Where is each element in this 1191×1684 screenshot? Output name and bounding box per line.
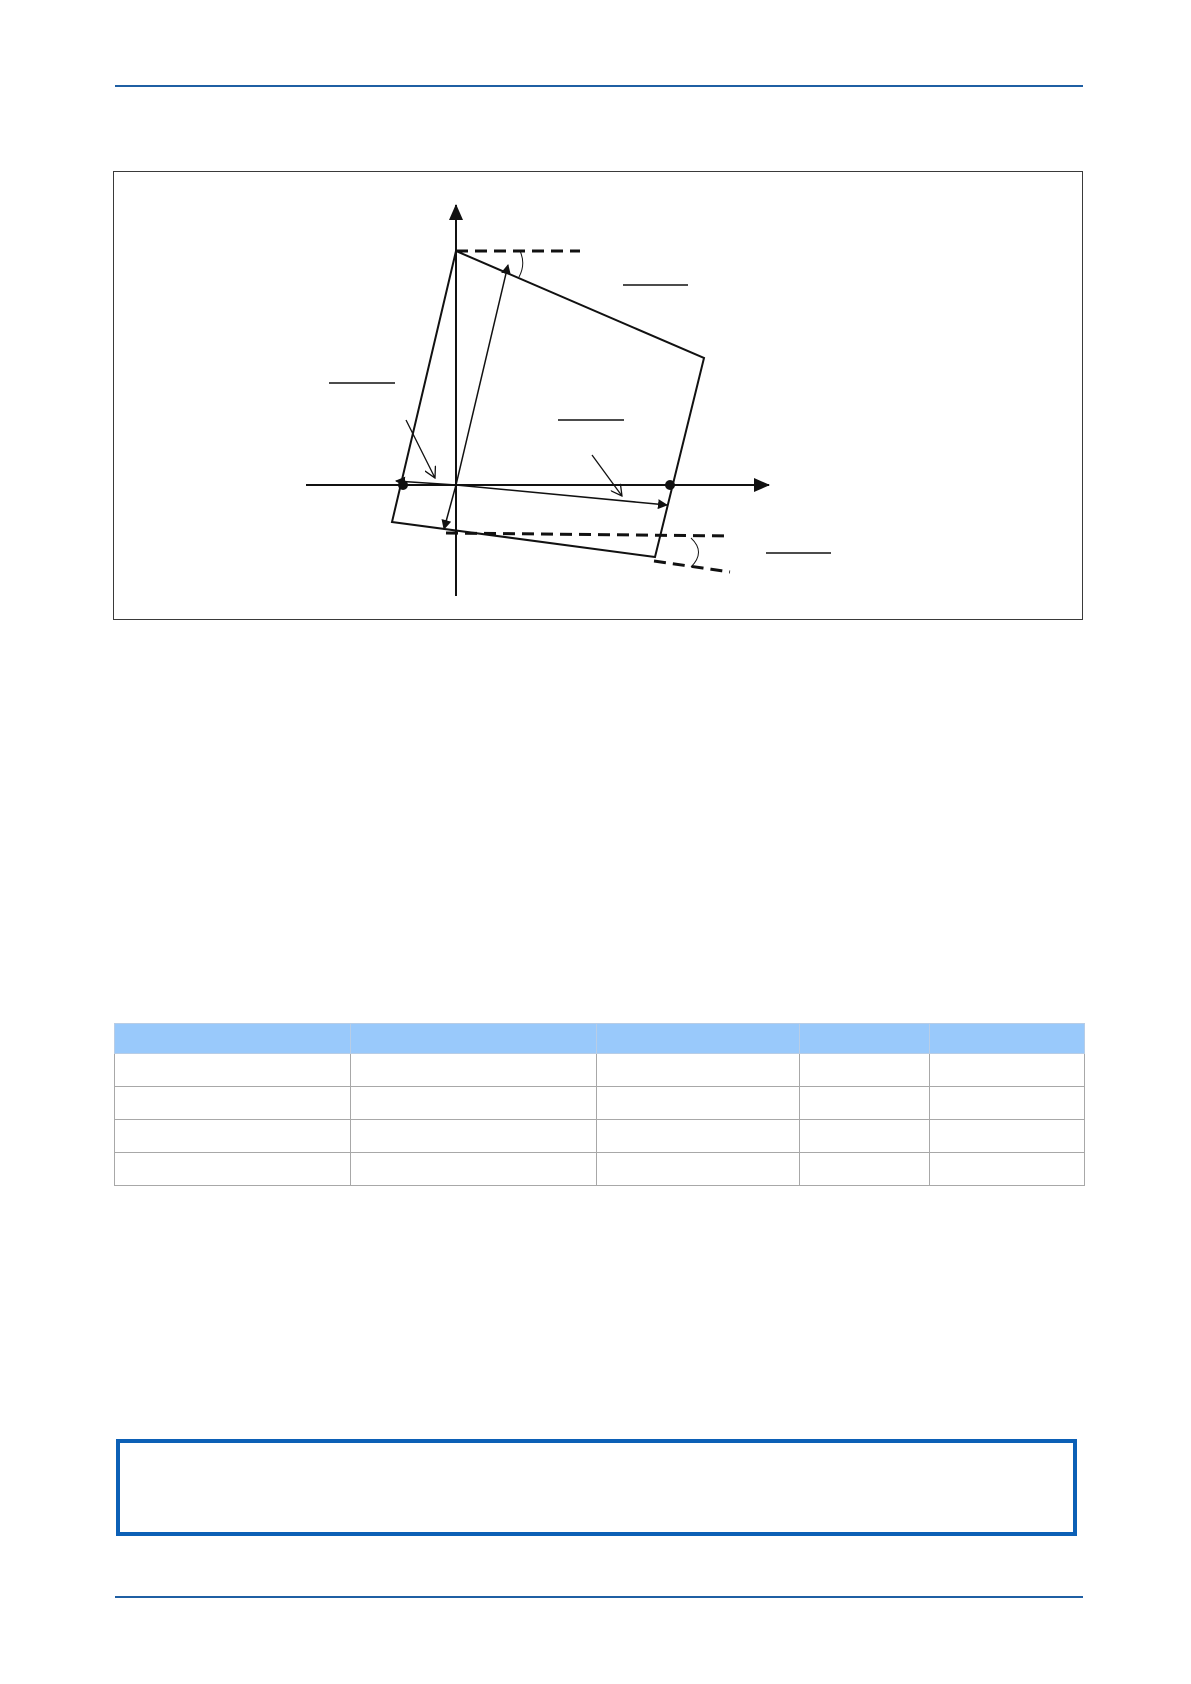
table-cell — [597, 1087, 800, 1120]
settings-table — [114, 1023, 1085, 1186]
table-cell — [597, 1054, 800, 1087]
characteristic-quadrilateral — [392, 251, 704, 557]
figure-frame — [113, 171, 1083, 620]
table-header-cell — [351, 1024, 597, 1054]
pointer-arrow-right — [592, 455, 622, 496]
intersection-dot-left — [398, 480, 408, 490]
header-rule — [115, 85, 1083, 87]
table-cell — [597, 1153, 800, 1186]
table-header-cell — [597, 1024, 800, 1054]
table-cell — [351, 1087, 597, 1120]
table-header-cell — [930, 1024, 1085, 1054]
table-row — [115, 1087, 1085, 1120]
angle-arc-bottom — [691, 538, 699, 567]
table-cell — [597, 1120, 800, 1153]
vector-right — [456, 485, 667, 505]
table-cell — [800, 1120, 930, 1153]
table-cell — [800, 1153, 930, 1186]
table-cell — [351, 1054, 597, 1087]
vector-up-right — [456, 265, 508, 485]
table-row — [115, 1153, 1085, 1186]
quadrilateral-diagram — [114, 172, 1081, 618]
table-cell — [351, 1120, 597, 1153]
table-cell — [930, 1087, 1085, 1120]
footer-rule — [115, 1596, 1083, 1598]
table-cell — [115, 1054, 351, 1087]
table-header-cell — [800, 1024, 930, 1054]
table-cell — [800, 1054, 930, 1087]
table-header-row — [115, 1024, 1085, 1054]
table-cell — [115, 1087, 351, 1120]
angle-arc-top — [519, 251, 523, 277]
table-cell — [930, 1120, 1085, 1153]
intersection-dot-right — [665, 480, 675, 490]
table-header-cell — [115, 1024, 351, 1054]
note-box — [116, 1439, 1077, 1536]
pointer-arrow-left — [406, 420, 435, 478]
table-cell — [800, 1087, 930, 1120]
table-row — [115, 1054, 1085, 1087]
table-cell — [115, 1153, 351, 1186]
table-cell — [351, 1153, 597, 1186]
table-cell — [930, 1153, 1085, 1186]
table-cell — [930, 1054, 1085, 1087]
vector-down — [444, 485, 456, 529]
table-cell — [115, 1120, 351, 1153]
table-row — [115, 1120, 1085, 1153]
